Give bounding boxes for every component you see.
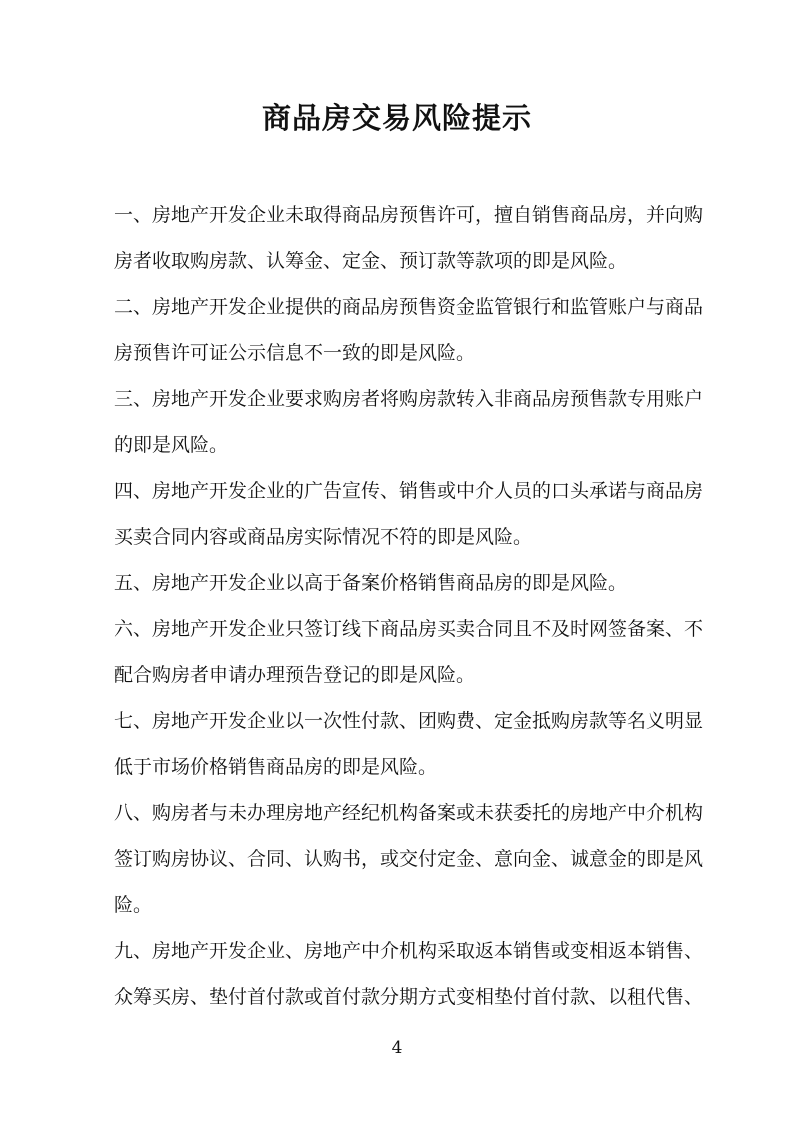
paragraph-3-line-2: 的即是风险。 [114, 434, 229, 456]
paragraph-8-line-1: 八、购房者与未办理房地产经纪机构备案或未获委托的房地产中介机构 [114, 802, 704, 824]
paragraph-6-line-2: 配合购房者申请办理预告登记的即是风险。 [114, 664, 476, 686]
paragraph-5-line-1: 五、房地产开发企业以高于备案价格销售商品房的即是风险。 [114, 572, 628, 594]
paragraph-9-line-2: 众筹买房、垫付首付款或首付款分期方式变相垫付首付款、以租代售、 [114, 986, 704, 1008]
paragraph-7-line-1: 七、房地产开发企业以一次性付款、团购费、定金抵购房款等名义明显 [114, 710, 704, 732]
paragraph-8-line-2: 签订购房协议、合同、认购书，或交付定金、意向金、诚意金的即是风 [114, 848, 704, 870]
paragraph-2-line-2: 房预售许可证公示信息不一致的即是风险。 [114, 342, 476, 364]
document-title: 商品房交易风险提示 [261, 101, 532, 135]
paragraph-1-line-1: 一、房地产开发企业未取得商品房预售许可，擅自销售商品房，并向购 [114, 204, 704, 226]
paragraph-2-line-1: 二、房地产开发企业提供的商品房预售资金监管银行和监管账户与商品 [114, 296, 704, 318]
page-number: 4 [391, 1038, 403, 1058]
paragraph-8-line-3: 险。 [114, 894, 153, 916]
paragraph-9-line-1: 九、房地产开发企业、房地产中介机构采取返本销售或变相返本销售、 [114, 940, 704, 962]
paragraph-4-line-1: 四、房地产开发企业的广告宣传、销售或中介人员的口头承诺与商品房 [114, 480, 704, 502]
document-body [114, 192, 704, 1020]
paragraph-6-line-1: 六、房地产开发企业只签订线下商品房买卖合同且不及时网签备案、不 [114, 618, 704, 640]
paragraph-4-line-2: 买卖合同内容或商品房实际情况不符的即是风险。 [114, 526, 533, 548]
paragraph-1-line-2: 房者收取购房款、认筹金、定金、预订款等款项的即是风险。 [114, 250, 628, 272]
paragraph-3-line-1: 三、房地产开发企业要求购房者将购房款转入非商品房预售款专用账户 [114, 388, 704, 410]
paragraph-7-line-2: 低于市场价格销售商品房的即是风险。 [114, 756, 438, 778]
